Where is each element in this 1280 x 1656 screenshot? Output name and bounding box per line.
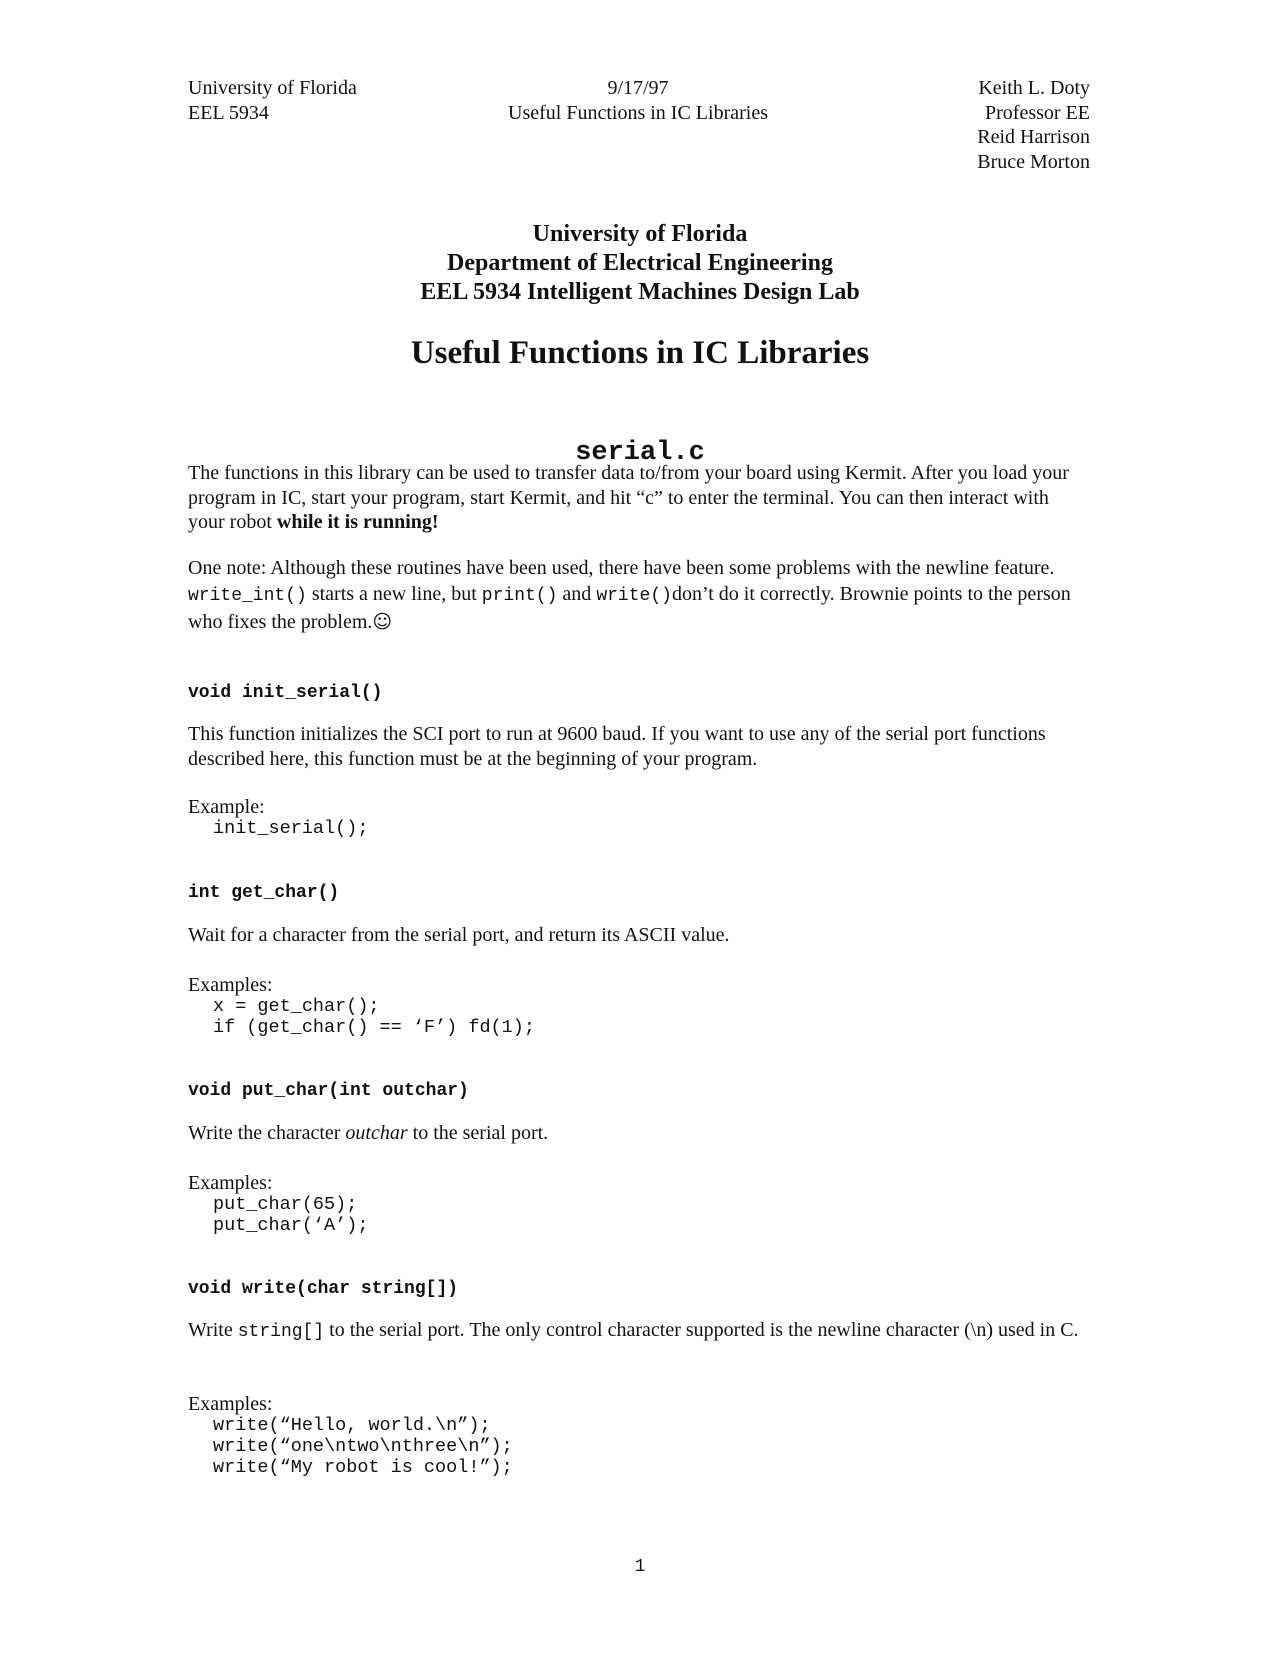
header-left	[188, 76, 357, 125]
code-line: if (get_char() == ‘F’) fd(1);	[213, 1017, 535, 1038]
note-text-3: and	[557, 583, 597, 605]
example-code-init-serial	[213, 818, 368, 839]
example-code-write	[213, 1415, 513, 1478]
institution-block	[0, 220, 1280, 307]
header-author-3: Bruce Morton	[977, 150, 1090, 173]
header-author-1: Keith L. Doty	[978, 77, 1090, 99]
note-code-print: print()	[481, 586, 558, 606]
example-code-get-char	[213, 996, 535, 1038]
header-course: EEL 5934	[188, 101, 269, 124]
code-line: write(“one\ntwo\nthree\n”);	[213, 1436, 513, 1457]
put-char-desc-italic: outchar	[345, 1122, 408, 1144]
department-name: Department of Electrical Engineering	[447, 250, 833, 276]
write-desc-pre: Write	[188, 1319, 238, 1341]
code-line: put_char(‘A’);	[213, 1215, 369, 1236]
function-signature-write: void write(char string[])	[188, 1279, 459, 1299]
function-signature-get-char: int get_char()	[188, 883, 340, 903]
institution-name: University of Florida	[532, 221, 748, 247]
example-code-put-char	[213, 1194, 368, 1236]
note-text-4: don’t do it correctly. Brownie points to the person who fixes the problem.	[188, 583, 1071, 633]
header-right	[977, 76, 1090, 174]
intro-text: The functions in this library can be used to transfer data to/from your board using Kermit. After you load your program in IC, start your program, start Kermit, and hit “c” to enter the terminal. You can then interact with your robot	[188, 462, 1069, 533]
header-center	[438, 76, 838, 125]
function-description-write	[188, 1318, 1090, 1345]
note-paragraph	[188, 555, 1090, 635]
put-char-desc-pre: Write the character	[188, 1122, 346, 1144]
header-date: 9/17/97	[607, 77, 669, 99]
function-description-init-serial: This function initializes the SCI port to run at 9600 baud. If you want to use any of the serial port functions described here, this function must be at the beginning of your program.	[188, 723, 1046, 770]
note-text-2: starts a new line, but	[306, 583, 482, 605]
function-signature-init-serial: void init_serial()	[188, 683, 383, 703]
example-label-get-char: Examples:	[188, 974, 273, 996]
write-desc-post: to the serial port. The only control character supported is the newline character (\n) used in C.	[324, 1319, 1079, 1341]
header-author-role: Professor EE	[985, 101, 1090, 124]
example-label-init-serial: Example:	[188, 796, 265, 818]
header-author-2: Reid Harrison	[977, 126, 1090, 148]
page-number: 1	[634, 1557, 646, 1577]
document-title: Useful Functions in IC Libraries	[410, 335, 870, 371]
example-label-put-char: Examples:	[188, 1172, 273, 1194]
lab-name: EEL 5934 Intelligent Machines Design Lab	[420, 279, 860, 305]
library-title: serial.c	[575, 438, 705, 468]
note-code-write: write()	[596, 586, 672, 606]
code-line: init_serial();	[213, 818, 369, 839]
code-line: put_char(65);	[213, 1194, 358, 1215]
intro-paragraph	[188, 461, 1090, 535]
code-line: write(“Hello, world.\n”);	[213, 1415, 491, 1436]
write-desc-code: string[]	[237, 1322, 325, 1342]
intro-bold: while it is running!	[276, 511, 439, 533]
header-doc-title: Useful Functions in IC Libraries	[508, 101, 768, 124]
note-text-1: One note: Although these routines have been used, there have been some problems with the newline feature.	[188, 557, 1055, 579]
header-university: University of Florida	[188, 77, 357, 99]
smiley-icon: ☺	[372, 611, 393, 633]
code-line: x = get_char();	[213, 996, 380, 1017]
note-code-write-int: write_int()	[188, 586, 307, 606]
example-label-write: Examples:	[188, 1393, 273, 1415]
code-line: write(“My robot is cool!”);	[213, 1457, 513, 1478]
function-description-get-char: Wait for a character from the serial port, and return its ASCII value.	[188, 924, 730, 946]
function-description-put-char	[188, 1121, 1090, 1146]
function-signature-put-char: void put_char(int outchar)	[188, 1081, 469, 1101]
put-char-desc-post: to the serial port.	[407, 1122, 549, 1144]
